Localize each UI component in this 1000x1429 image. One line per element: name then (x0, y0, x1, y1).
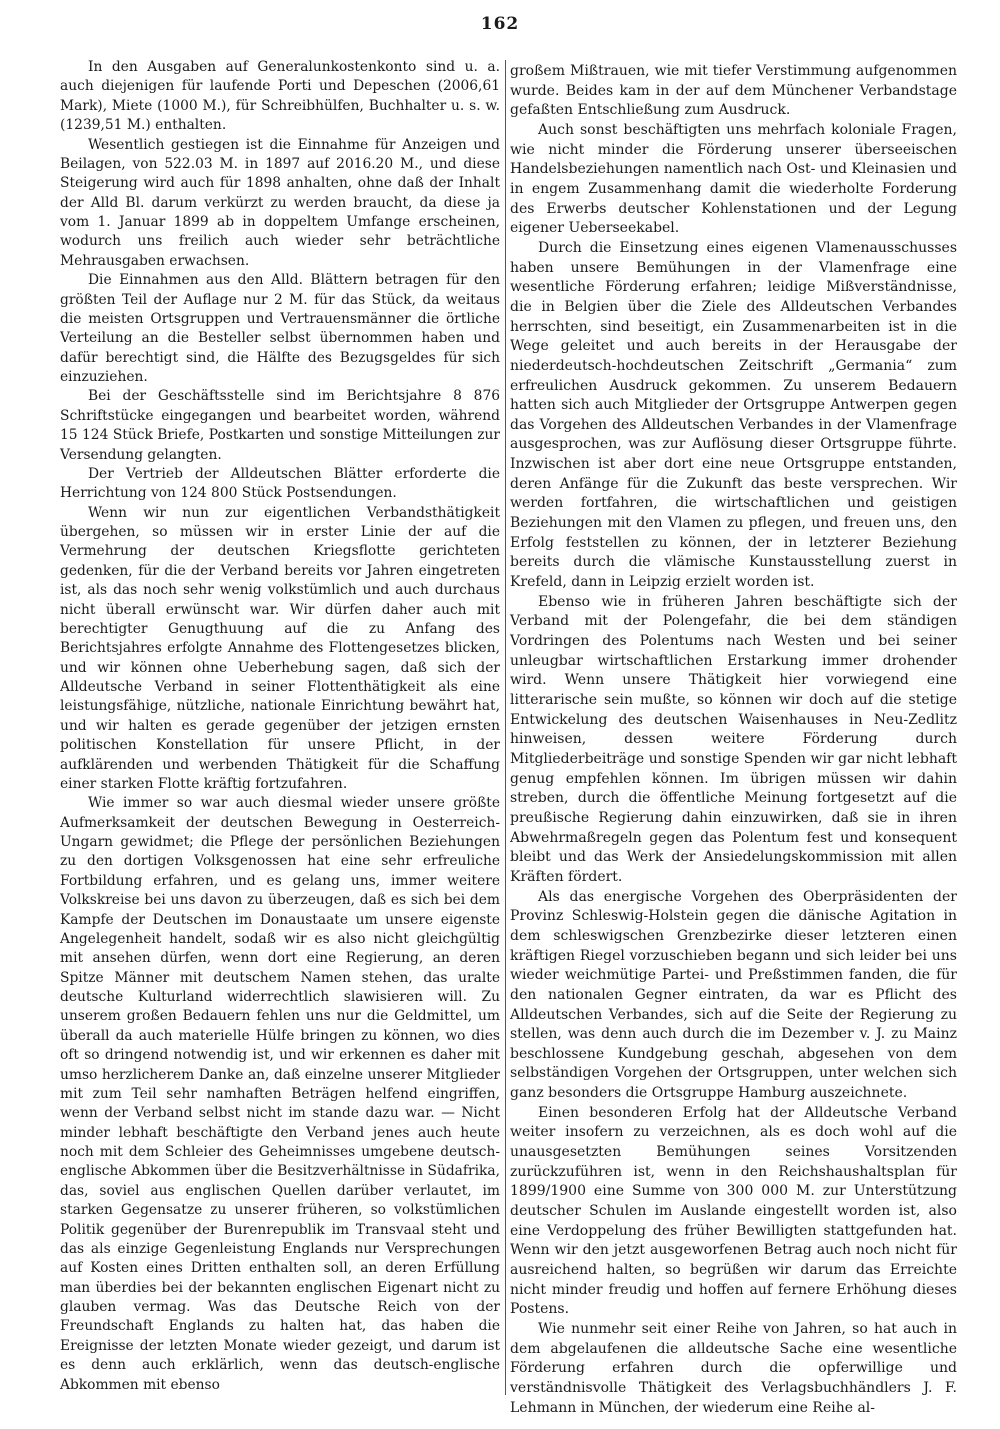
paragraph: Bei der Geschäftsstelle sind im Berichtsjahre 8 876 Schriftstücke eingegangen und bearbeitet worden, während 15 124 Stück Briefe, Postkarten und sonstige Mitteilungen zur Versendung gelangten. (60, 388, 500, 463)
paragraph: Der Vertrieb der Alldeutschen Blätter erforderte die Herrichtung von 124 800 Stück Postsendungen. (60, 465, 500, 502)
column-divider (505, 60, 506, 1395)
paragraph: Als das energische Vorgehen des Oberpräsidenten der Provinz Schleswig-Holstein gegen die dänische Agitation in dem schleswigschen Grenzbezirke dieser letzteren einen kräftigen Riegel vorzuschieben begann und sich leider bei uns wieder weichmütige Partei- und Preßstimmen fanden, die für den nationalen Gegner eintraten, da war es Pflicht des Alldeutschen Verbandes, sich auf die Seite der Regierung zu stellen, was denn auch durch die im Dezember v. J. zu Mainz beschlossene Kundgebung geschah, abgesehen von dem selbständigen Vorgehen der Ortsgruppen, unter welchen sich ganz besonders die Ortsgruppe Hamburg auszeichnete. (510, 888, 957, 1102)
paragraph: Einen besonderen Erfolg hat der Alldeutsche Verband weiter insofern zu verzeichnen, als es doch wohl auf die unausgesetzten Bemühungen seines Vorsitzenden zurückzuführen ist, wenn in den Reichshaushaltsplan für 1899/1900 eine Summe von 300 000 M. zur Unterstützung deutscher Schulen im Auslande eingestellt worden ist, also eine Verdoppelung des früher Bewilligten stattgefunden hat. Wenn wir den jetzt ausgeworfenen Betrag auch noch nicht für ausreichend halten, so begrüßen wir darum das Erreichte nicht minder freudig und hoffen auf fernere Erhöhung dieses Postens. (510, 1104, 957, 1318)
paragraph-continuation: großem Mißtrauen, wie mit tiefer Verstimmung aufgenommen wurde. Beides kam in der auf dem Münchener Verbandstage gefaßten Entschließung zum Ausdruck. (510, 63, 957, 119)
right-column (510, 62, 957, 1422)
page-number: 162 (480, 14, 520, 34)
left-column (60, 58, 500, 1398)
paragraph: Wesentlich gestiegen ist die Einnahme für Anzeigen und Beilagen, von 522.03 M. in 1897 auf 2016.20 M., und diese Steigerung wird auch für 1898 anhalten, ohne daß der Inhalt der Alld Bl. darum verkürzt zu werden braucht, da diese ja vom 1. Januar 1899 ab in doppeltem Umfange erscheinen, wodurch uns freilich auch wieder sehr beträchtliche Mehrausgaben erwachsen. (60, 136, 500, 269)
paragraph: Wie nunmehr seit einer Reihe von Jahren, so hat auch in dem abgelaufenen die alldeutsche Sache eine wesentliche Förderung erfahren durch die opferwillige und verständnisvolle Thätigkeit des Verlagsbuchhändlers J. F. Lehmann in München, der wiederum eine Reihe al- (510, 1321, 957, 1416)
paragraph: In den Ausgaben auf Generalunkostenkonto sind u. a. auch diejenigen für laufende Porti und Depeschen (2006,61 Mark), Miete (1000 M.), für Schreibhülfen, Buchhalter u. s. w. (1239,51 M.) enthalten. (60, 59, 500, 134)
paragraph: Wie immer so war auch diesmal wieder unsere größte Aufmerksamkeit der deutschen Bewegung in Oesterreich-Ungarn gewidmet; die Pflege der persönlichen Beziehungen zu den dortigen Volksgenossen hat eine sehr erfreuliche Fortbildung erfahren, und es gelang uns, immer weitere Volkskreise bei uns davon zu überzeugen, daß es sich bei dem Kampfe der Deutschen im Donaustaate um unsere eigenste Angelegenheit handelt, sodaß wir es also nicht gleichgültig mit ansehen dürfen, wenn dort eine Regierung, an deren Spitze Männer mit deutschem Namen stehen, das uralte deutsche Kulturland widerrechtlich slawisieren will. Zu unserem großen Bedauern fehlen uns nur die Geldmittel, um überall da auch materielle Hülfe bringen zu können, wo dies oft so dringend notwendig ist, und wir erkennen es daher mit umso herzlicherem Danke an, daß einzelne unserer Mitglieder mit zum Teil sehr namhaften Beträgen helfend eingriffen, wenn der Verband selbst nicht im stande dazu war. — Nicht minder lebhaft beschäftigte den Verband jenes auch heute noch mit dem Schleier des Geheimnisses umgebene deutsch-englische Abkommen über die Besitzverhältnisse in Südafrika, das, soviel aus englischen Quellen darüber verlautet, im starken Gegensatze zu unserer früheren, so volkstümlichen Politik gegenüber der Burenrepublik im Transvaal steht und das als einzige Gegenleistung Englands nur Versprechungen auf Kosten eines Dritten enthalten soll, an deren Erfüllung man überdies bei der bekannten englischen Eigenart nicht zu glauben vermag. Was das Deutsche Reich von der Freundschaft Englands zu halten hat, das haben die Ereignisse der letzten Monate wieder gezeigt, und darum ist es denn auch erklärlich, wenn das deutsch-englische Abkommen mit ebenso (60, 795, 500, 1393)
paragraph: Auch sonst beschäftigten uns mehrfach koloniale Fragen, wie nicht minder die Förderung unserer überseeischen Handelsbeziehungen namentlich nach Ost- und Kleinasien und in engem Zusammenhang damit die wiederholte Forderung des Erwerbs deutscher Kohlenstationen und der Legung eigener Ueberseekabel. (510, 121, 957, 237)
paragraph: Die Einnahmen aus den Alld. Blättern betragen für den größten Teil der Auflage nur 2 M. für das Stück, da weitaus die meisten Ortsgruppen und Vertrauensmänner die örtliche Verteilung an die Besteller selbst übernommen haben und dafür berechtigt sind, die Hälfte des Bezugsgeldes für sich einzuziehen. (60, 272, 500, 385)
paragraph: Durch die Einsetzung eines eigenen Vlamenausschusses haben unsere Bemühungen in der Vlamenfrage eine wesentliche Förderung erfahren; leidige Mißverständnisse, die in Belgien über die Ziele des Alldeutschen Verbandes herrschten, sind beseitigt, ein Zusammenarbeiten ist in die Wege geleitet und auch bereits in der Herausgabe der niederdeutsch-hochdeutschen Zeitschrift „Germania“ zum erfreulichen Ausdruck gekommen. Zu unserem Bedauern hatten sich auch Mitglieder der Ortsgruppe Antwerpen gegen das Vorgehen des Alldeutschen Verbandes in der Vlamenfrage ausgesprochen, was zur Auflösung dieser Ortsgruppe führte. Inzwischen ist aber dort eine neue Ortsgruppe entstanden, deren Anfänge für die Zukunft das beste versprechen. Wir werden fortfahren, die wirtschaftlichen und geistigen Beziehungen mit den Vlamen zu pflegen, und freuen uns, den Erfolg feststellen zu können, der in letzterer Beziehung bereits durch die vlämische Kunstausstellung zuerst in Krefeld, dann in Leipzig erzielt worden ist. (510, 239, 957, 591)
paragraph: Ebenso wie in früheren Jahren beschäftigte sich der Verband mit der Polengefahr, die bei dem ständigen Vordringen des Polentums nach Westen und bei seiner unleugbar wirtschaftlichen Erstarkung immer drohender wird. Wenn unsere Thätigkeit hier vorwiegend eine litterarische sein mußte, so können wir doch auf die stetige Entwickelung des deutschen Waisenhauses in Neu-Zedlitz hinweisen, dessen weitere Förderung durch Mitgliederbeiträge und sonstige Spenden wir gar nicht lebhaft genug empfehlen können. Im übrigen müssen wir dahin streben, durch die öffentliche Meinung fortgesetzt auf die preußische Regierung dahin einzuwirken, daß sie in ihren Abwehrmaßregeln gegen das Polentum fest und konsequent bleibt und das Werk der Ansiedelungskommission mit allen Kräften fördert. (510, 593, 957, 885)
paragraph: Wenn wir nun zur eigentlichen Verbandsthätigkeit übergehen, so müssen wir in erster Linie der auf die Vermehrung der deutschen Kriegsflotte gerichteten gedenken, für die der Verband bereits vor Jahren eingetreten ist, als das noch sehr wenig volkstümlich und auch durchaus nicht überall erwünscht war. Wir dürfen daher auch mit berechtigter Genugthuung auf die zu Anfang des Berichtsjahres erfolgte Annahme des Flottengesetzes blicken, und wir können ohne Ueberhebung sagen, daß sich der Alldeutsche Verband in seiner Flottenthätigkeit als eine leistungsfähige, nützliche, nationale Einrichtung bewährt hat, und wir halten es gerade gegenüber der jetzigen ernsten politischen Konstellation für unsere Pflicht, in der aufklärenden und werbenden Thätigkeit für die Schaffung einer starken Flotte kräftig fortzufahren. (60, 504, 500, 792)
